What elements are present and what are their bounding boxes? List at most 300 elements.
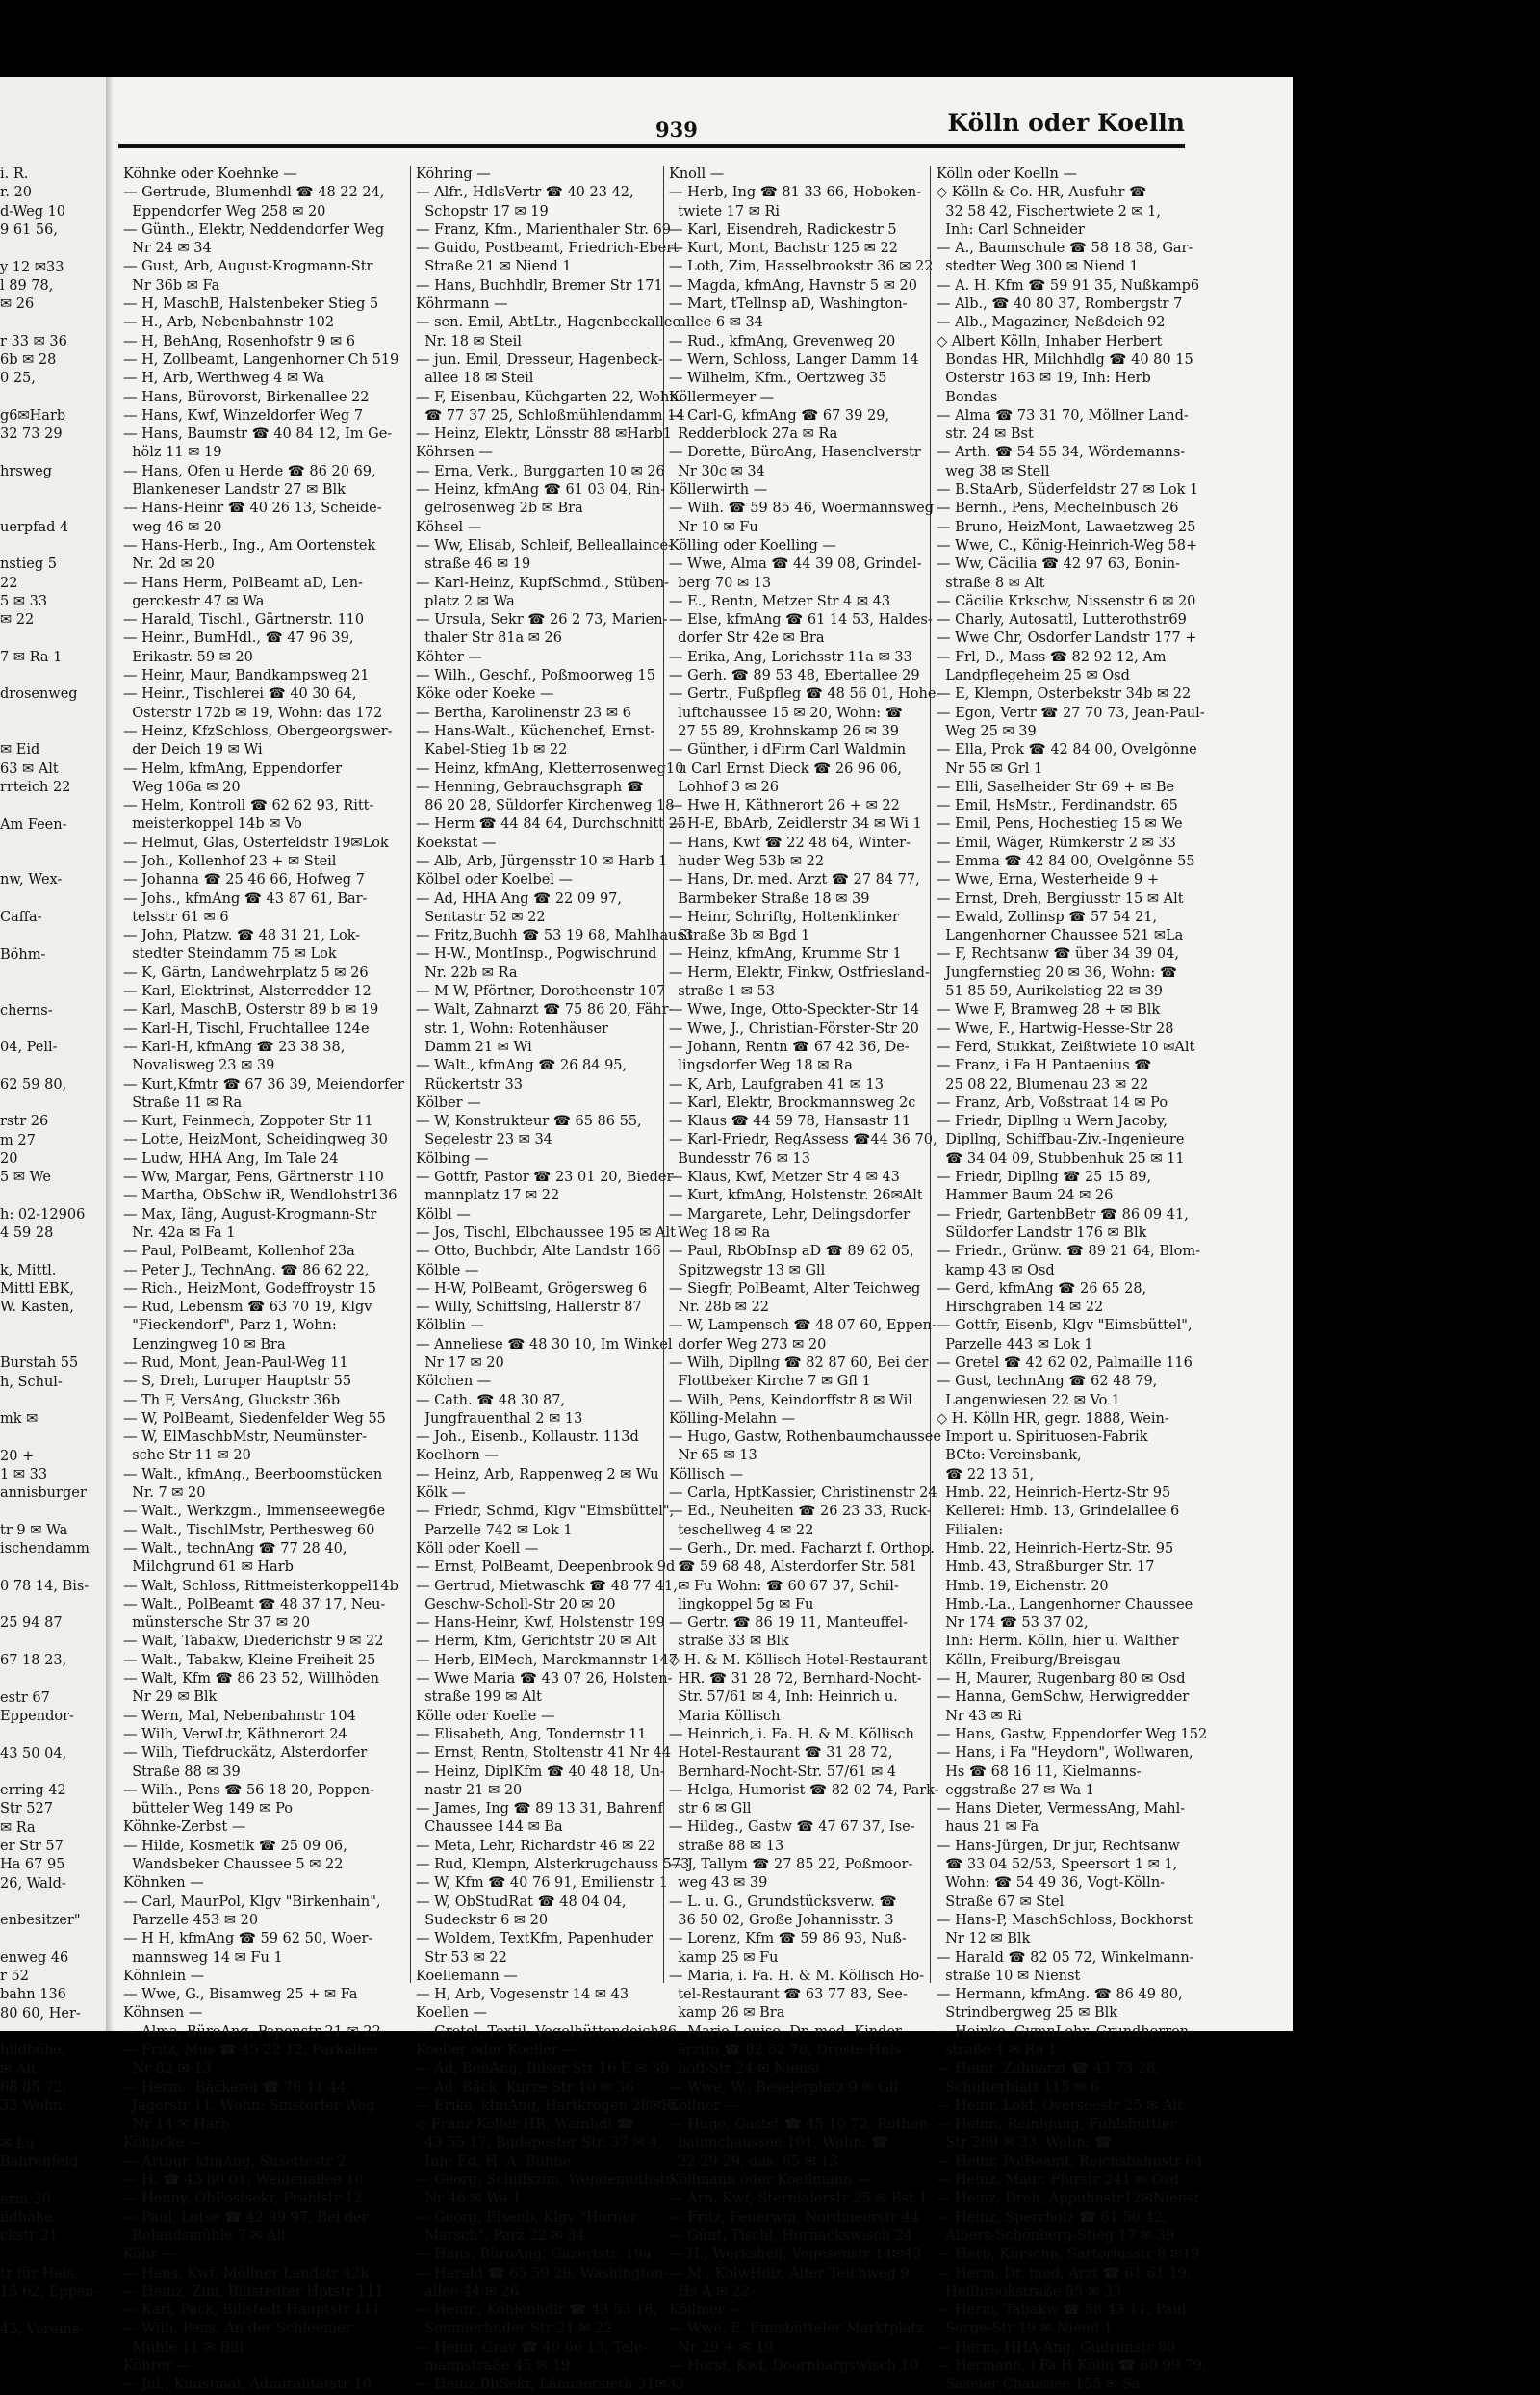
directory-line: — Alb., Magaziner, Neßdeich 92 [937,315,1166,331]
directory-line: — J, Tallym ☎ 27 85 22, Poßmoor- [669,1857,913,1873]
directory-line: straße 88 ✉ 13 [669,1838,784,1854]
directory-line: Koekstat — [416,835,497,851]
directory-line: — Harald ☎ 65 59 29, Washington- [416,2265,669,2281]
directory-line: Wohn: ☎ 54 49 36, Vogt-Kölln- [937,1875,1166,1892]
directory-line: straße 46 ✉ 19 [416,556,531,573]
directory-line: — K, Arb, Laufgraben 41 ✉ 13 [669,1076,884,1093]
directory-line: Sudeckstr 6 ✉ 20 [416,1912,549,1928]
directory-line: — Johann, Rentn ☎ 67 42 36, De- [669,1039,910,1055]
column-2 [416,166,694,2395]
directory-line: "Fieckendorf", Parz 1, Wohn: [123,1318,337,1334]
directory-line: — Alma ☎ 73 31 70, Möllner Land- [937,407,1189,424]
directory-line: — Karl-H, kfmAng ☎ 23 38 38, [123,1039,346,1055]
previous-page-fragment: nw, Wex- [0,872,63,888]
running-head: Kölln oder Koelln [947,109,1185,137]
directory-line: — Walt, Kfm ☎ 86 23 52, Willhöden [123,1671,379,1687]
directory-line: — H, Arb, Vogesenstr 14 ✉ 43 [416,1987,629,2003]
directory-line: kamp 43 ✉ Osd [937,1262,1055,1278]
directory-line: — Horst, Kwf, Doornbargswisch 10 [669,2358,919,2375]
directory-line: — Hanna, GemSchw, Herwigredder [937,1689,1190,1706]
directory-line: — Emma ☎ 42 84 00, Ovelgönne 55 [937,853,1195,869]
directory-line: — W, PolBeamt, Siedenfelder Weg 55 [123,1410,386,1427]
directory-line: — Joh., Kollenhof 23 + ✉ Steil [123,853,337,869]
directory-line: Hmb. 19, Eichenstr. 20 [937,1578,1109,1594]
directory-line: — sen. Emil, AbtLtr., Hagenbeckallee [416,315,681,331]
directory-line: Barmbeker Straße 18 ✉ 39 [669,890,870,907]
directory-line: — Heinr., Tischlerei ☎ 40 30 64, [123,686,357,703]
directory-line: Osterstr 163 ✉ 19, Inh: Herb [937,371,1151,387]
previous-page-fragment: r 33 ✉ 36 [0,333,67,349]
directory-line: — Wilh, Tiefdruckätz, Alsterdorfer [123,1745,368,1762]
directory-line: ✉ Fu Wohn: ☎ 60 67 37, Schil- [669,1578,899,1594]
directory-line: Kölbl — [416,1206,471,1223]
directory-line: Kölling oder Koelling — [669,537,836,554]
directory-line: — Alb., ☎ 40 80 37, Rombergstr 7 [937,296,1183,313]
previous-page-fragment: 43, Vereins- [0,2321,85,2337]
directory-line: ☎ 59 68 48, Alsterdorfer Str. 581 [669,1559,917,1576]
directory-line: — Heinr, Grav ☎ 40 66 13, Tele- [416,2339,648,2356]
directory-line: — Maria, i. Fa. H. & M. Köllisch Ho- [669,1968,925,1984]
directory-line: Hs A ✉ 22 [669,2283,751,2300]
directory-line: — Wilh., Geschf., Poßmoorweg 15 [416,668,655,684]
directory-line: BCto: Vereinsbank, [937,1448,1082,1464]
directory-line: — Ernst, PolBeamt, Deepenbrook 9d [416,1559,676,1576]
directory-line: Nr. 42a ✉ Fa 1 [123,1224,236,1241]
directory-line: — Margarete, Lehr, Delingsdorfer [669,1206,911,1223]
directory-line: — Heinr., Reinigung, Fuhlsbüttler [937,2117,1177,2133]
directory-line: — Herb, ElMech, Marckmannstr 147 [416,1652,678,1668]
directory-line: lingsdorfer Weg 18 ✉ Ra [669,1058,853,1074]
directory-line: — Herm., Bäckerei ☎ 76 11 44, [123,2079,351,2096]
previous-page-fragment: rstr 26 [0,1114,49,1130]
directory-line: — Alma, BüroAng, Papenstr 21 ✉ 22 [123,2023,381,2040]
directory-line: — Walt, Zahnarzt ☎ 75 86 20, Fähr- [416,1002,674,1018]
directory-line: — Franz, Kfm., Marienthaler Str. 69 [416,221,672,238]
directory-line: 27 55 89, Krohnskamp 26 ✉ 39 [669,723,899,739]
directory-line: — Max, Iäng, August-Krogmann-Str [123,1206,377,1223]
directory-line: — Joh., Eisenb., Kollaustr. 113d [416,1429,639,1446]
directory-line: — Heinz, Sperrholz ☎ 61 50 42, [937,2209,1168,2226]
directory-line: Weg 25 ✉ 39 [937,723,1037,739]
directory-line: — M W, Pförtner, Dorotheenstr 107 [416,984,666,1000]
previous-page-fragment: Eppendor- [0,1708,74,1724]
directory-line: — Karl, Elektr, Brockmannsweg 2c [669,1094,916,1111]
directory-line: Nr 14 ✉ Harb [123,2117,230,2133]
directory-line: — Heinz, Arb, Rappenweg 2 ✉ Wu [416,1466,659,1482]
directory-line: — Cath. ☎ 48 30 87, [416,1392,566,1408]
directory-line: — Walt., kfmAng., Beerboomstücken [123,1466,383,1482]
directory-line: Nr 29 + ✉ 19 [669,2339,774,2356]
directory-line: Koellen — [416,2005,488,2022]
directory-line: Sorge-Str 19 ✉ Niend 1 [937,2321,1114,2337]
directory-line: Parzelle 453 ✉ 20 [123,1912,259,1928]
previous-page-fragment: ✉ Lu [0,2135,35,2151]
directory-line: 86 20 28, Süldorfer Kirchenweg 18 [416,798,675,814]
directory-line: Weg 106a ✉ 20 [123,779,241,795]
directory-line: — Wilhelm, Kfm., Oertzweg 35 [669,371,887,387]
directory-line: — Hans, Baumstr ☎ 40 84 12, Im Ge- [123,426,393,443]
directory-line: Hirschgraben 14 ✉ 22 [937,1300,1104,1316]
directory-line: ◇ Albert Kölln, Inhaber Herbert [937,333,1163,349]
directory-line: — Willy, Schiffslng, Hallerstr 87 [416,1300,642,1316]
directory-line: Kölbel oder Koelbel — [416,872,574,888]
directory-line: — Johanna ☎ 25 46 66, Hofweg 7 [123,872,365,888]
directory-line: — Hans, Buchhdlr, Bremer Str 171 [416,277,663,294]
directory-line: der Deich 19 ✉ Wi [123,742,263,759]
directory-line: — Harald ☎ 82 05 72, Winkelmann- [937,1949,1194,1966]
column-4 [937,166,1208,2395]
previous-page-fragment: 5 ✉ We [0,1170,51,1186]
directory-line: 51 85 59, Aurikelstieg 22 ✉ 39 [937,984,1164,1000]
directory-line: Hs ☎ 68 16 11, Kielmanns- [937,1764,1142,1780]
directory-line: — Günth., Elektr, Neddendorfer Weg [123,221,385,238]
directory-line: — Ad, Bäck, Kurze Str 10 ✉ 36 [416,2079,634,2096]
directory-line: — Hugo, Gastst ☎ 45 10 72, Rothen- [669,2117,933,2133]
directory-line: — Friedr, Schmd, Klgv "Eimsbüttel", [416,1504,675,1520]
directory-line: Köll oder Koell — [416,1540,539,1557]
directory-line: — Gerh. ☎ 89 53 48, Ebertallee 29 [669,668,920,684]
directory-line: — Hans-Walt., Küchenchef, Ernst- [416,723,655,739]
directory-line: — Herm, Elektr, Finkw, Ostfriesland- [669,965,930,981]
directory-line: Nr 82 ✉ 13 [123,2061,212,2077]
directory-line: — H-W, PolBeamt, Grögersweg 6 [416,1280,648,1297]
directory-line: — Rud., kfmAng, Grevenweg 20 [669,333,896,349]
directory-line: stedter Steindamm 75 ✉ Lok [123,946,337,963]
previous-page-fragment: ckstr 21 [0,2228,59,2245]
directory-line: Schulterblatt 115 ✉ 6 [937,2079,1100,2096]
directory-line: Köhrer — [123,2358,192,2375]
directory-line: straße 8 ✉ Alt [937,575,1045,591]
previous-page-fragment: 20 + [0,1448,35,1464]
directory-line: Köhring — [416,167,491,182]
directory-line: — Elli, Saselheider Str 69 + ✉ Be [937,779,1175,795]
directory-line: — Gerd, kfmAng ☎ 26 65 28, [937,1280,1147,1297]
directory-line: kamp 25 ✉ Fu [669,1949,779,1966]
directory-line: — Guido, Postbeamt, Friedrich-Ebert- [416,241,683,257]
directory-line: — E., Rentn, Metzer Str 4 ✉ 43 [669,593,891,609]
previous-page-fragment: 62 59 80, [0,1076,67,1093]
directory-line: — Frl, D., Mass ☎ 82 92 12, Am [937,649,1167,665]
directory-line: — Hans, Gastw, Eppendorfer Weg 152 [937,1726,1208,1742]
directory-line: — Gretel ☎ 42 62 02, Palmaille 116 [937,1355,1193,1371]
previous-page-fragment: 80 60, Her- [0,2005,81,2022]
directory-line: Osterstr 172b ✉ 19, Wohn: das 172 [123,705,383,721]
directory-line: — H H, kfmAng ☎ 59 62 50, Woer- [123,1931,373,1947]
directory-line: Nr 24 ✉ 34 [123,241,212,257]
directory-line: — Ferd, Stukkat, Zeißtwiete 10 ✉Alt [937,1039,1195,1055]
directory-line: Hotel-Restaurant ☎ 31 28 72, [669,1745,893,1762]
directory-line: — Kurt, kfmAng, Holstenstr. 26✉Alt [669,1188,923,1204]
directory-line: — Wwe Maria ☎ 43 07 26, Holsten- [416,1671,673,1687]
directory-line: Geschw-Scholl-Str 20 ✉ 20 [416,1596,616,1612]
directory-line: str 6 ✉ Gll [669,1801,752,1817]
directory-line: str. 1, Wohn: Rotenhäuser [416,1020,608,1037]
directory-line: — Heinz,BbSekr, Lämmersieth 31✉33 [416,2377,685,2393]
directory-line: Nr 17 ✉ 20 [416,1355,504,1371]
directory-line: — Hans-Heinr ☎ 40 26 13, Scheide- [123,501,382,517]
directory-line: 22 29 29, das. 65 ✉ 13 [669,2153,838,2170]
directory-line: — Hans Herm, PolBeamt aD, Len- [123,575,363,591]
directory-line: haus 21 ✉ Fa [937,1819,1040,1836]
directory-line: bütteler Weg 149 ✉ Po [123,1801,293,1817]
directory-line: — Helm, Kontroll ☎ 62 62 93, Ritt- [123,798,374,814]
directory-line: — Herm, HHA-Ang, Gudrunstr 80 [937,2339,1176,2356]
previous-page-fragment: hildhöhe, [0,2043,66,2059]
directory-line: meisterkoppel 14b ✉ Vo [123,816,302,833]
previous-page-fragment: ✉ 26 [0,296,35,313]
directory-line: — Heinr, Maur, Bandkampsweg 21 [123,668,370,684]
directory-line: — Ella, Prok ☎ 42 84 00, Ovelgönne [937,742,1197,759]
directory-line: — Gertr., Fußpfleg ☎ 48 56 01, Hohe- [669,686,941,703]
directory-line: — Hans, Kwf, Möllner Landstr 42k [123,2265,369,2281]
directory-line: — H, Arb, Werthweg 4 ✉ Wa [123,371,325,387]
directory-line: Hmb.-La., Langenhorner Chaussee [937,1596,1194,1612]
directory-line: Nr. 7 ✉ 20 [123,1485,206,1502]
directory-line: sche Str 11 ✉ 20 [123,1448,251,1464]
directory-line: Nr. 28b ✉ 22 [669,1300,770,1316]
directory-line: mannstraße 45 ✉ 19 [416,2358,571,2375]
directory-line: Köhrmann — [416,296,508,313]
directory-line: — Loth, Zim, Hasselbrookstr 36 ✉ 22 [669,259,934,275]
previous-page-fragment: tr 9 ✉ Wa [0,1522,68,1538]
directory-line: Süldorfer Landstr 176 ✉ Blk [937,1224,1147,1241]
directory-line: — Heinz, kfmAng, Krumme Str 1 [669,946,902,963]
directory-line: — James, Ing ☎ 89 13 31, Bahrenf [416,1801,663,1817]
directory-line: — Walt, Schloss, Rittmeisterkoppel14b [123,1578,398,1594]
directory-line: Köhnlein — [123,1968,205,1984]
previous-page-fragment: 68 85 72, [0,2079,67,2096]
page-number: 939 [655,117,698,142]
previous-page-fragment: 43 50 04, [0,1745,67,1762]
directory-line: straße 4 ✉ Ra 1 [937,2042,1058,2058]
directory-line: Kölchen — [416,1374,492,1390]
directory-line: Straße 67 ✉ Stel [937,1893,1065,1910]
directory-line: — Peter J., TechnAng. ☎ 86 62 22, [123,1262,370,1278]
directory-line: Köllmer — [669,2303,743,2319]
directory-line: — Herm, Kfm, Gerichtstr 20 ✉ Alt [416,1634,656,1650]
directory-line: Nr 55 ✉ Grl 1 [937,760,1043,777]
directory-line: Marsch", Parz 22 ✉ 34 [416,2228,585,2244]
directory-line: — Harald, Tischl., Gärtnerstr. 110 [123,612,365,629]
directory-line: — Heinke, GymnLehr, Grundherren- [937,2023,1194,2040]
directory-line: Sentastr 52 ✉ 22 [416,909,546,925]
previous-page-fragment: i. R. [0,167,29,182]
directory-line: — Walt., technAng ☎ 77 28 40, [123,1540,347,1557]
directory-line: — Hans-Herb., Ing., Am Oortenstek [123,537,376,554]
previous-page-fragment: g6✉Harb [0,407,66,424]
directory-line: — Hermann, kfmAng. ☎ 86 49 80, [937,1987,1183,2003]
directory-line: — Gretel, Textil, Vogelhüttendeich86 [416,2023,678,2040]
directory-line: Knoll — [669,167,725,182]
previous-page-fragment: 5 ✉ 33 [0,593,48,609]
directory-line: — Ludw, HHA Ang, Im Tale 24 [123,1150,339,1167]
directory-line: — Otto, Buchbdr, Alte Landstr 166 [416,1244,661,1260]
previous-page-fragment: r 52 [0,1969,29,1985]
directory-line: — Heinr, Lokf, Overseestr 25 ✉ Alt [937,2098,1183,2114]
previous-page-fragment: annisburger [0,1485,87,1502]
previous-page-fragment: 25 94 87 [0,1615,63,1632]
directory-line: — Gertrud, Mietwaschk ☎ 48 77 41, [416,1578,678,1594]
directory-line: — Martha, ObSchw iR, Wendlohstr136 [123,1188,398,1204]
directory-line: — Elisabeth, Ang, Tondernstr 11 [416,1726,647,1742]
directory-line: Rolandsmühle 7 ✉ Alt [123,2228,287,2244]
previous-page-fragment: l 89 78, [0,277,54,294]
directory-line: Köhnken — [123,1875,204,1892]
previous-page-fragment: tr für Hals, [0,2265,79,2281]
directory-line: — H, BehAng, Rosenhofstr 9 ✉ 6 [123,333,355,349]
previous-page-fragment: W. Kasten, [0,1300,74,1316]
directory-line: Dipllng, Schiffbau-Ziv.-Ingenieure [937,1132,1185,1148]
previous-page-fragment: Ha 67 95 [0,1857,65,1873]
directory-line: — Alfr., HdlsVertr ☎ 40 23 42, [416,185,634,201]
directory-line: Köllisch — [669,1466,744,1482]
directory-line: — Paul, RbObInsp aD ☎ 89 62 05, [669,1244,914,1260]
directory-line: Str. 57/61 ✉ 4, Inh: Heinrich u. [669,1689,898,1706]
directory-line: Köhnke oder Koehnke — [123,167,297,182]
directory-line: — H, MaschB, Halstenbeker Stieg 5 [123,296,379,313]
directory-line: Bernhard-Nocht-Str. 57/61 ✉ 4 [669,1764,897,1780]
directory-line: hoff-Str 24 ✉ Nienst [669,2061,821,2077]
directory-line: Nr 36b ✉ Fa [123,277,220,294]
directory-line: — Henning, Gebrauchsgraph ☎ [416,779,644,795]
directory-line: — Heinz, DiplKfm ☎ 40 48 18, Un- [416,1764,665,1780]
directory-line: — Hans Dieter, VermessAng, Mahl- [937,1801,1186,1817]
previous-page-fragment: 15 62, Eppen- [0,2284,99,2301]
directory-line: — Egon, Vertr ☎ 27 70 73, Jean-Paul- [937,705,1205,721]
directory-line: straße 199 ✉ Alt [416,1689,542,1706]
directory-line: Kölle oder Koelle — [416,1708,555,1724]
directory-line: straße 1 ✉ 53 [669,984,775,1000]
directory-line: straße 33 ✉ Blk [669,1634,789,1650]
directory-line: — Günther, i dFirm Carl Waldmin [669,742,907,759]
directory-line: — Ewald, Zollinsp ☎ 57 54 21, [937,909,1158,925]
scanned-directory-page [0,77,1293,2393]
previous-page-fragment: erin 30 [0,2191,51,2207]
directory-line: — Kurt, Feinmech, Zoppoter Str 11 [123,1114,373,1130]
directory-line: Hmb. 22, Heinrich-Hertz-Str. 95 [937,1540,1174,1557]
directory-line: — Cäcilie Krkschw, Nissenstr 6 ✉ 20 [937,593,1196,609]
directory-line: — Ww, Cäcilia ☎ 42 97 63, Bonin- [937,556,1181,573]
directory-line: — Wern, Mal, Nebenbahnstr 104 [123,1708,356,1724]
directory-line: Nr 12 ✉ Blk [937,1931,1031,1947]
directory-line: — Paul, PolBeamt, Kollenhof 23a [123,1244,355,1260]
column-3 [669,166,944,2376]
directory-line: allee 6 ✉ 34 [669,315,763,331]
directory-line: Hellbrookstraße 55 ✉ 33 [937,2283,1122,2300]
directory-line: — Siegfr, PolBeamt, Alter Teichweg [669,1280,921,1297]
previous-page-fragment: ✉ Alt [0,2061,37,2077]
directory-line: — Heinr, PolBeamt, Reichsbahnstr 64 [937,2153,1203,2170]
directory-line: platz 2 ✉ Wa [416,593,515,609]
previous-page-fragment: ✉ Eid [0,742,40,759]
previous-page-fragment: 33 Wohn: [0,2099,67,2115]
directory-line: Parzelle 443 ✉ Lok 1 [937,1336,1093,1352]
directory-line: ☎ 77 37 25, Schloßmühlendamm 14 [416,407,685,424]
previous-page-fragment: nstieg 5 [0,556,57,573]
directory-line: Nr 30c ✉ 34 [669,463,765,479]
directory-line: — Walt., Werkzgm., Immenseeweg6e [123,1504,386,1520]
directory-line: Kölber — [416,1094,481,1111]
column-rule [663,166,664,1983]
previous-page-fragment: 4 59 28 [0,1225,54,1242]
directory-line: — Gottfr, Eisenb, Klgv "Eimsbüttel", [937,1318,1193,1334]
directory-line: — Franz, Arb, Voßstraat 14 ✉ Po [937,1094,1168,1111]
previous-page-fragment: enbesitzer" [0,1913,81,1929]
directory-line: — Wilh., Pens ☎ 56 18 20, Poppen- [123,1782,375,1798]
directory-line: 36 50 02, Große Johannisstr. 3 [669,1912,894,1928]
directory-line: Hammer Baum 24 ✉ 26 [937,1188,1114,1204]
directory-line: — Carla, HptKassier, Christinenstr 24 [669,1485,937,1502]
directory-line: gelrosenweg 2b ✉ Bra [416,501,583,517]
column-rule [930,166,931,1983]
directory-line: kamp 26 ✉ Bra [669,2005,785,2022]
directory-line: Nr 29 ✉ Blk [123,1689,218,1706]
directory-line: ◇ Franz Köller HR, Weinhdl ☎ [416,2117,634,2133]
directory-line: Kellerei: Hmb. 13, Grindelallee 6 [937,1504,1180,1520]
directory-line: ☎ 22 13 51, [937,1466,1035,1482]
directory-line: — Wwe, Inge, Otto-Speckter-Str 14 [669,1002,920,1018]
directory-line: baumchaussee 101, Wohn: ☎ [669,2135,889,2151]
directory-line: — Lotte, HeizMont, Scheidingweg 30 [123,1132,388,1148]
directory-line: — Heinr, Zahnarzt ☎ 43 73 28, [937,2061,1160,2077]
previous-page-fragment: cherns- [0,1002,53,1018]
directory-line: — Gust, Arb, August-Krogmann-Str [123,259,373,275]
directory-line: — Karl, Eisendreh, Radickestr 5 [669,221,897,238]
directory-line: 43 55 17, Budapester Str. 37 ✉ 4, [416,2135,663,2151]
directory-line: — Heinz, kfmAng, Kletterrosenweg10 [416,760,684,777]
directory-line: — Wwe, E, Eimsbütteler Marktplatz [669,2321,925,2337]
directory-line: — B.StaArb, Süderfeldstr 27 ✉ Lok 1 [937,482,1199,499]
directory-line: — Emil, Wäger, Rümkerstr 2 ✉ 33 [937,835,1176,851]
directory-line: — H-E, BbArb, Zeidlerstr 34 ✉ Wi 1 [669,816,922,833]
directory-line: — Rud, Klempn, Alsterkrugchauss 573 [416,1857,690,1873]
directory-line: Langenwiesen 22 ✉ Vo 1 [937,1392,1121,1408]
previous-page-fragment: ischendamm [0,1541,90,1558]
directory-line: Kölble — [416,1262,479,1278]
directory-line: — Heinz, Zim, Billstedter Hptstr 111 [123,2283,384,2300]
directory-line: — Heinz, kfmAng ☎ 61 03 04, Rin- [416,482,666,499]
directory-line: Inh: Ed. H. A. Buhbe [416,2153,571,2170]
directory-line: — Wilh, Dipllng ☎ 82 87 60, Bei der [669,1355,929,1371]
directory-line: Köhrsen — [416,445,493,461]
directory-line: Lohhof 3 ✉ 26 [669,779,780,795]
directory-line: thaler Str 81a ✉ 26 [416,631,563,647]
directory-line: Hmb. 43, Straßburger Str. 17 [937,1559,1155,1576]
previous-page-fragment: k, Mittl. [0,1262,57,1278]
directory-line: — Carl-G, kfmAng ☎ 67 39 29, [669,407,890,424]
directory-line: — M., KolwHdlr, Alter Teichweg 9 [669,2265,910,2281]
directory-line: Parzelle 742 ✉ Lok 1 [416,1522,573,1538]
previous-page-fragment: Bahrenfeld [0,2154,79,2171]
directory-line: — H. ☎ 43 80 01, Weidenallee 10 [123,2173,364,2189]
directory-line: — Heinz, Elektr, Lönsstr 88 ✉Harb1 [416,426,673,443]
directory-line: — Paul, Lotse ☎ 42 99 97, Bei der [123,2209,369,2226]
directory-line: — H, Zollbeamt, Langenhorner Ch 519 [123,351,399,368]
directory-line: Koellemann — [416,1968,518,1984]
directory-line: Spitzwegstr 13 ✉ Gll [669,1262,826,1278]
directory-line: — Herm, Dr. med, Arzt ☎ 61 61 19, [937,2265,1192,2281]
directory-line: — Wilh, Pens, An der Schleemer [123,2321,352,2337]
directory-line: Köhsel — [416,519,482,535]
directory-line: twiete 17 ✉ Ri [669,203,781,219]
directory-line: Straße 11 ✉ Ra [123,1094,243,1111]
directory-line: — S, Dreh, Luruper Hauptstr 55 [123,1374,352,1390]
previous-page-fragment: rrteich 22 [0,779,71,795]
directory-line: — Heinz, KfzSchloss, Obergeorgswer- [123,723,393,739]
directory-line: dorfer Str 42e ✉ Bra [669,631,825,647]
directory-line: Köhr — [123,2247,176,2263]
directory-line: — Woldem, TextKfm, Papenhuder [416,1931,653,1947]
